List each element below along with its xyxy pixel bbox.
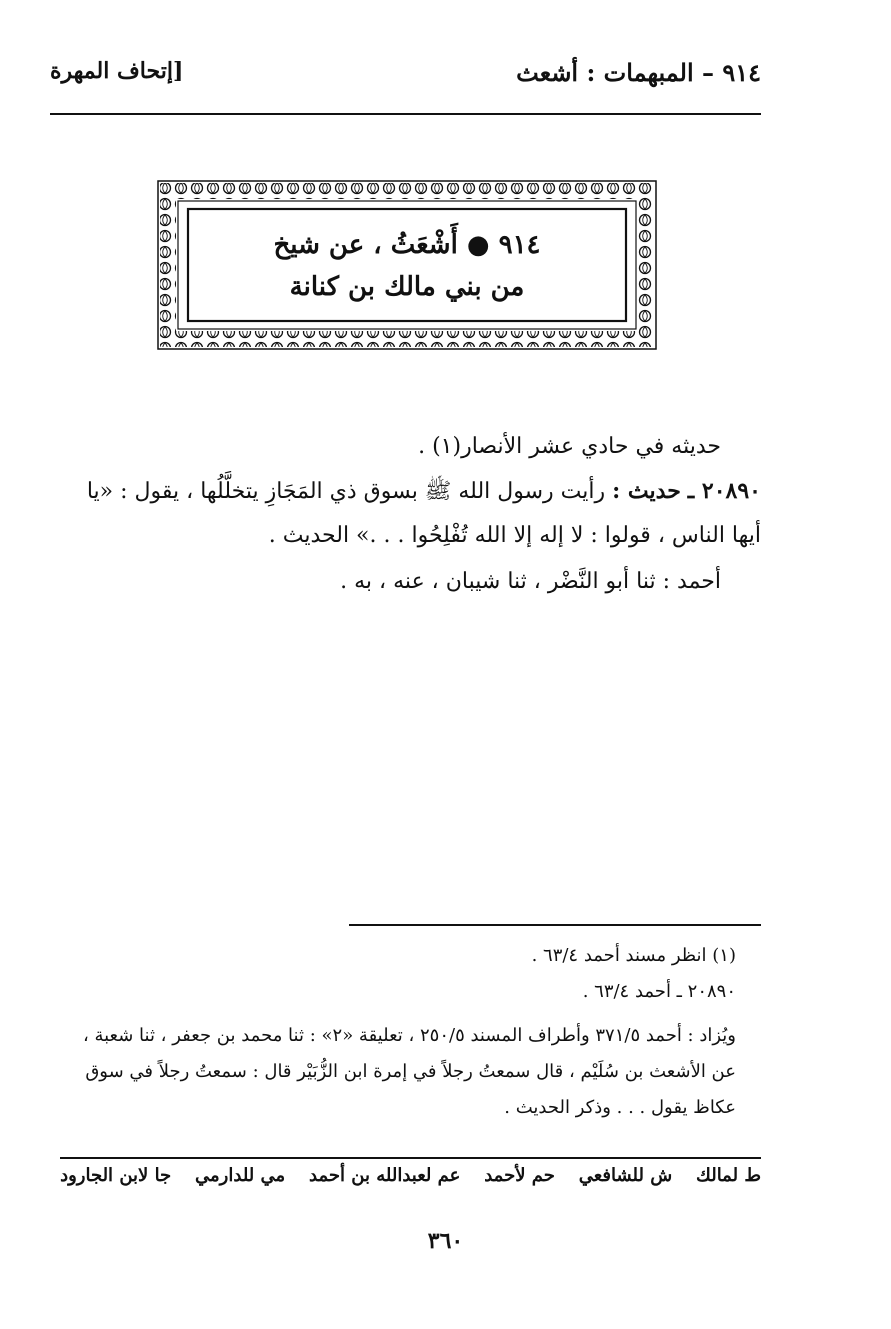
abbrev-item: حم لأحمد xyxy=(484,1165,555,1186)
hadith-text: رأيت رسول الله ﷺ بسوق ذي المَجَازِ يتخلَّلُها ، يقول : «يا أيها الناس ، قولوا : لا إله إلا الله تُفْلِحُوا . . .» الحديث . xyxy=(86,479,761,548)
abbrev-item: مي للدارمي xyxy=(195,1165,286,1186)
abbreviations-key xyxy=(60,1165,761,1186)
abbreviations-rule xyxy=(60,1157,761,1159)
running-head xyxy=(50,58,761,98)
footnotes xyxy=(60,938,761,1126)
page-number: ٣٦٠ xyxy=(427,1228,464,1254)
abbrev-item: ط لمالك xyxy=(696,1165,761,1186)
footnote-2: ٢٠٨٩٠ ـ أحمد ٦٣/٤ . xyxy=(582,981,736,1002)
footnote-rule xyxy=(349,924,761,926)
chapter-title-line2: من بني مالك بن كنانة xyxy=(289,272,525,302)
footnote-3: ويُزاد : أحمد ٣٧١/٥ وأطراف المسند ٢٥٠/٥ ، تعليقة «٢» : ثنا محمد بن جعفر ، ثنا شعبة ، عن الأشعث بن سُلَيْم ، قال سمعتُ رجلاً في إمرة ابن الزُّبَيْر قال : سمعتُ رجلاً في سوق عكاظ يقول . . . وذكر الحديث . xyxy=(82,1025,736,1118)
hadith-paragraph xyxy=(60,469,761,558)
abbrev-item: جا لابن الجارود xyxy=(60,1165,172,1186)
abbrev-item: عم لعبدالله بن أحمد xyxy=(309,1165,461,1186)
hadith-label: حديث : xyxy=(612,478,681,504)
main-text xyxy=(60,425,761,604)
chapter-title-line1: ٩١٤ ● أَشْعَثُ ، عن شيخ xyxy=(273,230,541,260)
source-paragraph: أحمد : ثنا أبو النَّضْر ، ثنا شيبان ، عنه ، به . xyxy=(340,569,721,594)
book-title: [إتحاف المهرة xyxy=(50,58,184,84)
section-heading: ٩١٤ – المبهمات : أشعث xyxy=(516,58,761,87)
intro-paragraph: حديثه في حادي عشر الأنصار(١) . xyxy=(418,434,721,459)
chapter-frame xyxy=(157,180,657,350)
abbrev-item: ش للشافعي xyxy=(578,1165,673,1186)
chapter-title xyxy=(197,224,617,308)
hadith-number: ٢٠٨٩٠ ـ xyxy=(687,478,761,504)
footnote-1: (١) انظر مسند أحمد ٦٣/٤ . xyxy=(531,945,736,966)
header-rule xyxy=(50,113,761,115)
